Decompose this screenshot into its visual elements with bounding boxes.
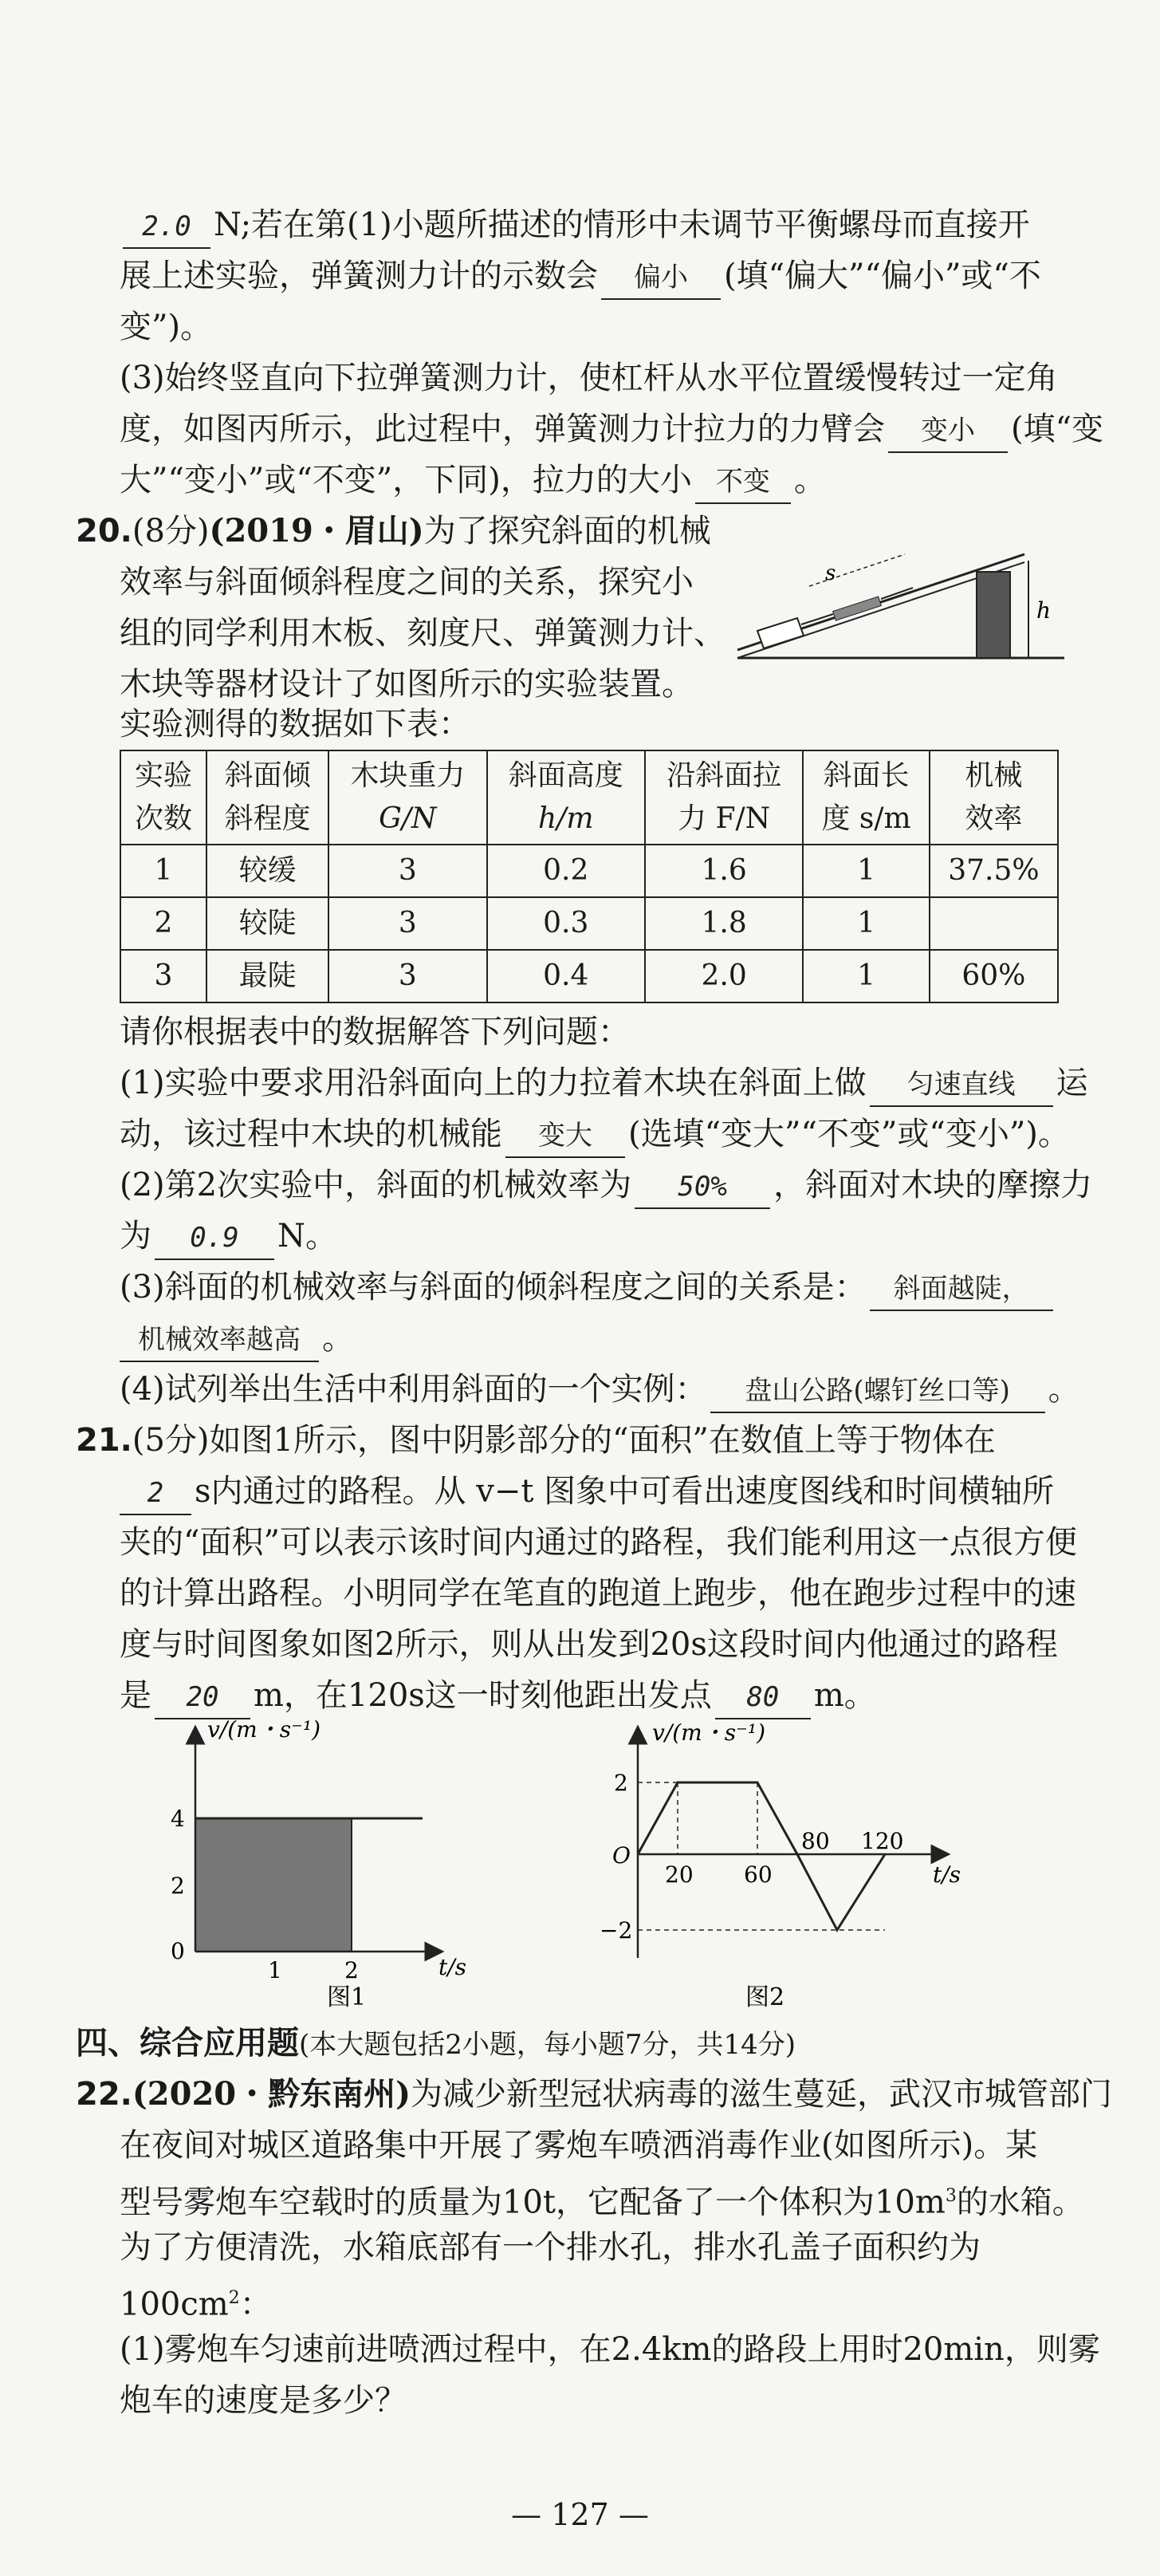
answer-blank: 斜面越陡，	[870, 1268, 1053, 1311]
q21-line-2: 2 s内通过的路程。从 v−t 图象中可看出速度图线和时间横轴所	[120, 1466, 1060, 1517]
q22-line-7: 炮车的速度是多少？	[120, 2382, 407, 2419]
question-number: 20.	[76, 513, 132, 549]
q21-line-3: 夹的“面积”可以表示该时间内通过的路程，我们能利用这一点很方便	[120, 1524, 1077, 1561]
q20-line-5: 实验测得的数据如下表：	[120, 706, 470, 742]
figure-1-vt-graph	[159, 1715, 510, 2010]
top-line-4: (3)始终竖直向下拉弹簧测力计，使杠杆从水平位置缓慢转过一定角	[120, 360, 1058, 396]
q20-prompt: 请你根据表中的数据解答下列问题：	[120, 1014, 630, 1050]
table-header: 机械 效率	[930, 750, 1058, 845]
shaded-area	[195, 1818, 352, 1952]
answer-blank: 2	[120, 1472, 191, 1515]
table-row: 3 最陡 3 0.4 2.0 1 60%	[120, 950, 1058, 1002]
answer-blank: 变小	[888, 410, 1008, 453]
table-header: 实验 次数	[120, 750, 206, 845]
wood-block	[757, 618, 804, 648]
answer-blank: 0.9	[155, 1217, 274, 1260]
answer-blank: 盘山公路(螺钉丝口等)	[710, 1370, 1045, 1413]
y-axis-label: v/(m・s⁻¹)	[207, 1716, 321, 1743]
q21-line-5: 度与时间图象如图2所示，则从出发到20s这段时间内他通过的路程	[120, 1626, 1058, 1663]
q20-line-1: 20.(8分)(2019・眉山)为了探究斜面的机械	[76, 512, 711, 549]
q21-line-1: 21.(5分)如图1所示，图中阴影部分的“面积”在数值上等于物体在	[76, 1422, 996, 1459]
q20-line-2: 效率与斜面倾斜程度之间的关系，探究小	[120, 564, 694, 601]
table-header: 沿斜面拉 力 F/N	[645, 750, 803, 845]
velocity-polyline	[638, 1782, 885, 1930]
q20-part1b: 动，该过程中木块的机械能 变大 (选填“变大”“不变”或“变小”)。	[120, 1109, 1060, 1160]
answer-blank: 50%	[635, 1166, 770, 1209]
y-tick-label: −2	[600, 1917, 633, 1944]
x-tick-label: 2	[344, 1957, 359, 1983]
question-number: 21.	[76, 1422, 132, 1459]
table-header: 斜面高度 h/m	[487, 750, 645, 845]
table-header: 斜面倾 斜程度	[206, 750, 328, 845]
q20-part3: (3)斜面的机械效率与斜面的倾斜程度之间的关系是： 斜面越陡，	[120, 1262, 1060, 1313]
table-header: 木块重力 G/N	[328, 750, 486, 845]
section-4-heading: 四、综合应用题(本大题包括2小题，每小题7分，共14分)	[76, 2025, 796, 2062]
table-row: 2 较陡 3 0.3 1.8 1	[120, 897, 1058, 950]
answer-blank: 80	[715, 1676, 811, 1719]
x-tick-label: 60	[744, 1861, 773, 1888]
page-number: — 127 —	[511, 2497, 649, 2532]
figure-caption: 图1	[327, 1983, 367, 2010]
answer-blank: 机械效率越高	[120, 1319, 319, 1362]
q20-part2: (2)第2次实验中，斜面的机械效率为 50% ，斜面对木块的摩擦力	[120, 1160, 1060, 1211]
y-tick-label: 4	[171, 1806, 185, 1832]
q20-part3b: 机械效率越高 。	[120, 1313, 1060, 1364]
question-number: 22.	[76, 2076, 132, 2113]
y-tick-label: 2	[614, 1770, 628, 1796]
q20-line-3: 组的同学利用木板、刻度尺、弹簧测力计、	[120, 615, 725, 652]
experiment-data-table	[120, 750, 1059, 1003]
x-axis-label: t/s	[438, 1954, 467, 1980]
answer-blank: 匀速直线	[870, 1064, 1053, 1107]
top-line-5: 度，如图丙所示，此过程中，弹簧测力计拉力的力臂会 变小 (填“变	[120, 404, 1060, 455]
y-axis-label: v/(m・s⁻¹)	[652, 1719, 766, 1746]
x-tick-label: 120	[861, 1828, 904, 1854]
figure-2-vt-graph	[590, 1715, 989, 2010]
table-header: 斜面长 度 s/m	[803, 750, 929, 845]
support-block	[977, 572, 1010, 658]
q22-line-4: 为了方便清洗，水箱底部有一个排水孔，排水孔盖子面积约为	[120, 2229, 981, 2266]
q22-line-6: (1)雾炮车匀速前进喷洒过程中，在2.4km的路段上用时20min，则雾	[120, 2331, 1100, 2368]
x-axis-label: t/s	[933, 1861, 961, 1888]
table-row: 1 较缓 3 0.2 1.6 1 37.5%	[120, 845, 1058, 897]
top-line-3: 变”)。	[120, 309, 213, 345]
q22-line-2: 在夜间对城区道路集中开展了雾炮车喷洒消毒作业(如图所示)。某	[120, 2127, 1038, 2164]
q22-line-3: 型号雾炮车空载时的质量为10t，它配备了一个体积为$10m^3$的水箱。	[120, 2184, 1084, 2221]
q22-line-5: $100cm^2$：	[120, 2286, 272, 2323]
q22-line-1: 22.(2020・黔东南州)为减少新型冠状病毒的滋生蔓延，武汉市城管部门	[76, 2075, 1113, 2113]
answer-blank: 变大	[505, 1115, 625, 1158]
x-tick-label: 1	[268, 1957, 282, 1983]
q20-part4: (4)试列举出生活中利用斜面的一个实例： 盘山公路(螺钉丝口等) 。	[120, 1364, 1060, 1415]
answer-blank: 20	[155, 1676, 250, 1719]
answer-blank: 不变	[695, 461, 791, 504]
q20-part2b: 为 0.9 N。	[120, 1211, 1060, 1262]
origin-label: O	[612, 1842, 631, 1869]
answer-blank: 偏小	[601, 257, 721, 300]
q20-part1: (1)实验中要求用沿斜面向上的力拉着木块在斜面上做 匀速直线 运	[120, 1058, 1060, 1109]
q21-line-4: 的计算出路程。小明同学在笔直的跑道上跑步，他在跑步过程中的速	[120, 1575, 1076, 1612]
table-header-row	[120, 750, 1058, 845]
y-tick-label: 2	[171, 1873, 185, 1899]
y-tick-label: 0	[171, 1938, 185, 1964]
q21-line-6: 是 20 m，在120s这一时刻他距出发点 80 m。	[120, 1670, 1060, 1721]
answer-blank: 2.0	[123, 206, 210, 249]
figure-caption: 图2	[745, 1983, 785, 2010]
x-tick-label: 80	[801, 1828, 830, 1854]
q20-line-4: 木块等器材设计了如图所示的实验装置。	[120, 666, 694, 703]
top-line-1: 2.0 N;若在第(1)小题所描述的情形中未调节平衡螺母而直接开	[120, 199, 1060, 250]
figure-label-s: s	[825, 561, 836, 585]
incline-apparatus-figure	[722, 530, 1064, 674]
top-line-6: 大”“变小”或“不变”，下同)，拉力的大小 不变 。	[120, 455, 1060, 506]
x-tick-label: 20	[665, 1861, 694, 1888]
figure-label-h: h	[1036, 597, 1052, 624]
spring-scale	[801, 588, 913, 624]
top-line-2: 展上述实验，弹簧测力计的示数会 偏小 (填“偏大”“偏小”或“不	[120, 250, 1060, 301]
